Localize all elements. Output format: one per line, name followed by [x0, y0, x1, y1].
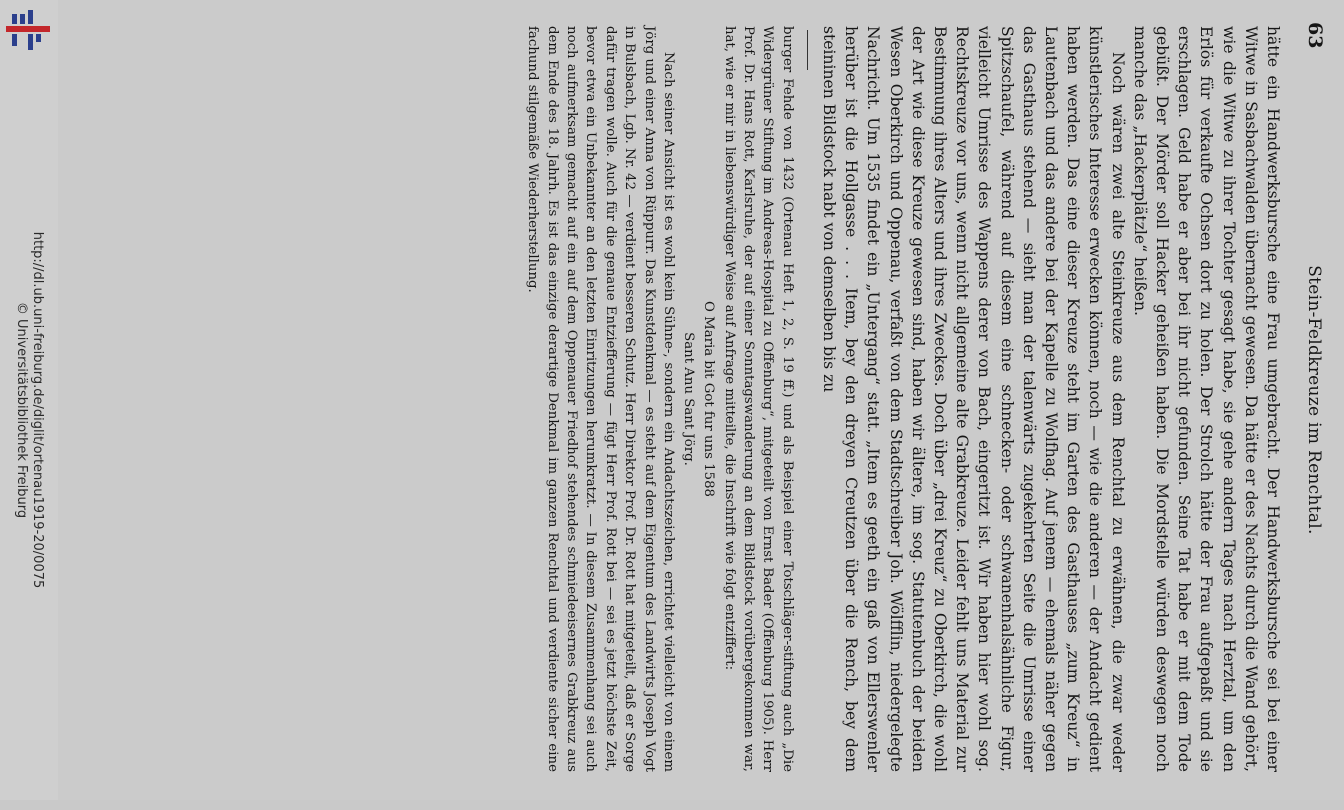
page-body: [78, 26, 1284, 772]
scanned-page-view[interactable]: [58, 0, 1344, 800]
footnote: Nach seiner Ansicht ist es wohl kein Sühne-, sondern ein Andachtszeichen, errichtet vielleicht von einem Jörg und einer Anna von Rüppurr. Das Kunstdenkmal — es steht auf dem Eigentum des Landwirts Joseph Vogt in Bulsbach, Lgb. Nr. 42 — verdient besseren Schutz. Herr Direktor Prof. Dr. Rott hat mitgeteilt, daß er Sorge dafür tragen wolle. Auch für die genaue Entziefferung — fügt Herr Prof. Rott bei — sei es jetzt höchste Zeit, bevor etwa ein Unbekannter an den letzten Einritzungen herumkratzt. — In diesem Zusammenhang sei auch noch aufmerksam gemacht auf ein auf dem Oppenauer Friedhof stehendes schmiedeeisernes Grabkreuz aus dem Ende des 18. Jahrh. Es ist das einzige derartige Denkmal im ganzen Renchtal und verdiente sicher eine fachund stilgemäße Wiederherstellung.: [525, 26, 677, 772]
copyright-notice: © Universitätsbibliothek Freiburg: [14, 301, 29, 519]
footnote: burger Fehde von 1432 (Ortenau Heft 1, 2, S. 19 ff.) und als Beispiel einer Totschläger-stiftung auch „Die Widergrüner Stiftung im Andreas-Hospital zu Offenburg“, mitgeteilt von Ernst Bader (Offenburg 1905). Herr Prof. Dr. Hans Rott, Karlsruhe, der auf einer Sonntagswanderung an dem Bildstock vorübergekommen war, hat, wie er mir in liebenswürdiger Weise auf Anfrage mitteilte, die Inschrift wie folgt entziffert:: [721, 26, 795, 772]
footnote-divider: [807, 30, 808, 70]
page-number: 63: [1304, 22, 1326, 49]
viewer-sidebar: [0, 0, 58, 800]
running-head: Stein-Feldkreuze im Renchtal.: [1304, 265, 1324, 535]
paragraph: Noch wären zwei alte Steinkreuze aus dem Renchtal zu erwähnen, die zwar weder künstlerisches Interesse erwecken können, noch — wie die anderen — der Andacht gedient haben werden. Das eine dieser Kreuze steht im Garten des Gasthauses „zum Kreuz“ in Lautenbach und das andere bei der Kapelle zu Wolfhag. Auf jenem — ehemals näher gegen das Gasthaus stehend — sieht man der talenwärts zugekehrten Seite die Umrisse einer Spitzschaufel, während auf diesem eine schnecken- oder schwanenhalsähnliche Figur, vielleicht Umrisse des Wappens derer von Bach, eingeritzt ist. Wir haben hier wohl sog. Rechtskreuze vor uns, wenn nicht allgemeine alte Grabkreuze. Leider fehlt uns Material zur Bestimmung ihres Alters und ihres Zweckes. Doch über „drei Kreuz“ zu Oberkirch, die wohl der Art wie diese Kreuze gewesen sind, haben wir ältere, im sog. Statutenbuch der beiden Wesen Oberkirch und Oppenau, verfaßt von dem Stadtschreiber Joh. Wölfflin, niedergelegte Nachricht. Um 1535 findet ein „Untergang“ statt. „Item es geeth ein gaß von Ellerswenler herüber ist die Hollgasse . . . Item, bey den dreyen Creutzen über die Rench, bey dem steininen Bildstock nabt von demselben bis zu: [819, 26, 1127, 772]
inscription-line: O Maria bit Got fur uns 1588: [701, 300, 717, 498]
paragraph: hätte ein Handwerksbursche eine Frau umgebracht. Der Handwerksbursche sei bei einer Witwe in Sasbachwalden übernacht gewesen. Da hätte er des Nachts durch die Wand gehört, wie die Witwe zu ihrer Tochter gesagt habe, sie gehe andern Tages nach Herztal, um den Erlös für verkaufte Ochsen dort zu holen. Der Strolch hätte der Frau aufgepaßt und sie erschlagen. Geld habe er aber bei ihr nicht gefunden. Seine Tat habe er mit dem Tode gebüßt. Der Mörder soll Hacker geheißen haben. Die Mordstelle würden deswegen noch manche das „Hackerplätzle“ heißen.: [1130, 26, 1282, 772]
source-citation: [13, 10, 45, 810]
source-url[interactable]: http://dl.ub.uni-freiburg.de/diglit/ortenau1919-20/0075: [30, 231, 45, 589]
document-page: [58, 0, 1344, 800]
inscription-line: Sant Anu Sant Jörg.: [681, 332, 697, 466]
page-header: [1298, 22, 1326, 778]
